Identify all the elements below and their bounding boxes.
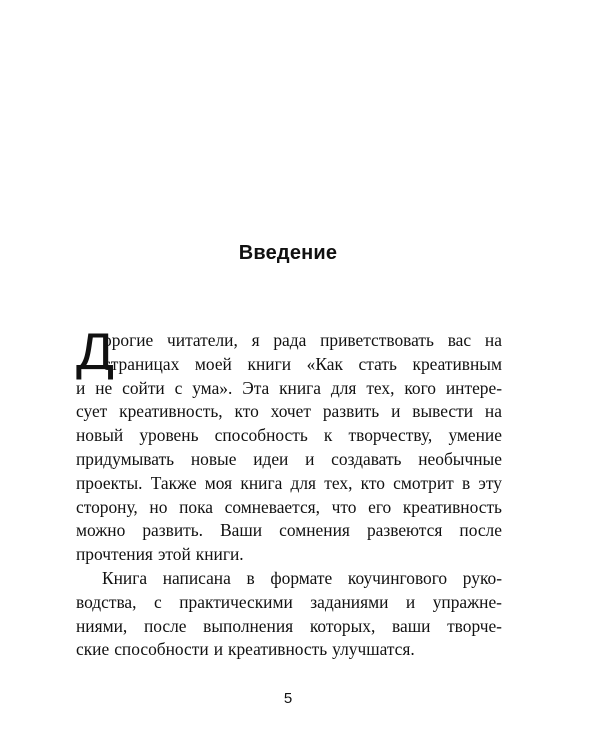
text-line: и не сойти с ума». Эта книга для тех, кого интере- xyxy=(76,377,502,398)
text-line: придумывать новые идеи и создавать необычные xyxy=(76,448,502,469)
text-line: прочтения этой книги. xyxy=(76,544,244,565)
text-line: ниями, после выполнения которых, ваши творче- xyxy=(76,615,502,636)
text-line: проекты. Также моя книга для тех, кто смотрит в эту xyxy=(76,472,502,493)
text-line: можно развить. Ваши сомнения развеются после xyxy=(76,520,502,541)
text-line: сует креативность, кто хочет развить и вывести на xyxy=(76,401,502,422)
text-line: сторону, но пока сомневается, что его креативность xyxy=(76,496,502,517)
chapter-heading: Введение xyxy=(238,242,338,264)
page-number: 5 xyxy=(283,690,293,707)
text-line: Книга написана в формате коучингового руко- xyxy=(102,567,502,588)
text-line: ские способности и креативность улучшатся. xyxy=(76,639,415,660)
paragraph-2 xyxy=(76,567,502,662)
text-line: орогие читатели, я рада приветствовать вас на xyxy=(103,330,502,350)
paragraph-1 xyxy=(76,323,502,567)
text-line: водства, с практическими заданиями и упражне- xyxy=(76,591,502,612)
body-text xyxy=(76,323,502,662)
drop-cap: Д xyxy=(76,323,115,381)
text-line: страницах моей книги «Как стать креативным xyxy=(103,353,502,374)
text-line: новый уровень способность к творчеству, умение xyxy=(76,425,502,446)
